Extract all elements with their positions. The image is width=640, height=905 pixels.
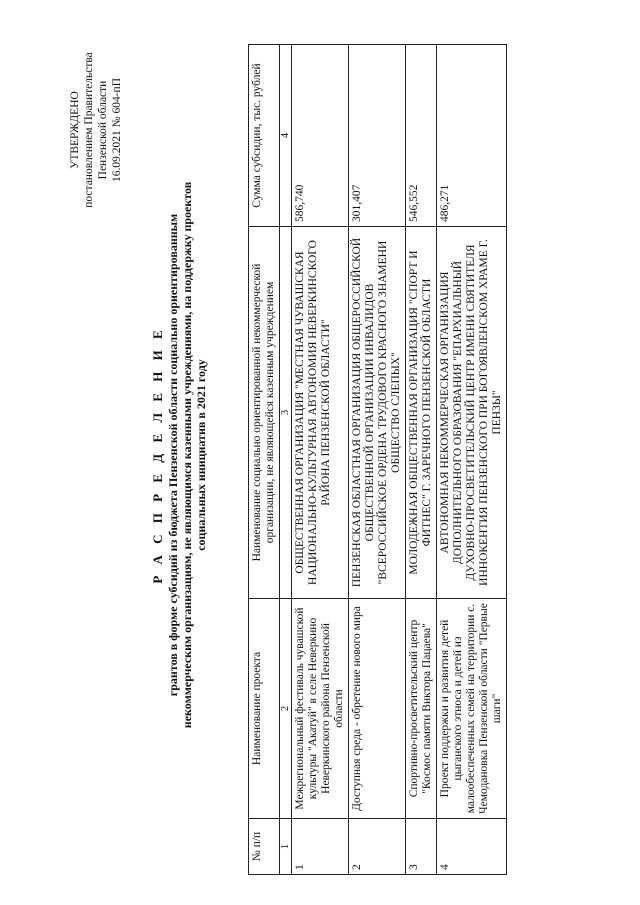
grants-table [248,44,507,875]
table-row [406,45,437,875]
approval-line-2: постановлением Правительства [83,52,95,208]
column-number: 1 [280,819,292,875]
row-project: Доступная среда - обретение нового мира [349,599,406,819]
title-line-3: социальных инициатив в 2021 году [194,359,208,551]
header-org: Наименование социально ориентированной некоммерческой организации, не являющейся казенным учреждением [249,227,280,599]
approval-line-1: УТВЕРЖДЕНО [69,91,81,169]
row-project: Спортивно-просветительский центр "Космос памяти Виктора Пацаева" [406,599,437,819]
row-org: МОЛОДЕЖНАЯ ОБЩЕСТВЕННАЯ ОРГАНИЗАЦИЯ "СПОРТ И ФИТНЕС" Г. ЗАРЕЧНОГО ПЕНЗЕНСКОЙ ОБЛАСТИ [406,227,437,599]
approval-line-3: Пензенской области [97,80,109,180]
title-line-2: некоммерческим организациям, не являющимся казенными учреждениями, на поддержку проектов [180,181,194,729]
column-number: 2 [280,599,292,819]
title-heading: Р А С П Р Е Д Е Л Е Н И Е [150,326,165,584]
row-org: ОБЩЕСТВЕННАЯ ОРГАНИЗАЦИЯ "МЕСТНАЯ ЧУВАШСКАЯ НАЦИОНАЛЬНО-КУЛЬТУРНАЯ АВТОНОМИЯ НЕВЕРКИНСКОГО РАЙОНА ПЕНЗЕНСКОЙ ОБЛАСТИ" [292,227,349,599]
document-title [150,15,208,895]
row-sum: 301,407 [349,45,406,227]
row-org: АВТОНОМНАЯ НЕКОММЕРЧЕСКАЯ ОРГАНИЗАЦИЯ ДОПОЛНИТЕЛЬНОГО ОБРАЗОВАНИЯ "ЕПАРХИАЛЬНЫЙ ДУХОВНО-ПРОСВЕТИТЕЛЬСКИЙ ЦЕНТР ИМЕНИ СВЯТИТЕЛЯ ИННОКЕНТИЯ ПЕНЗЕНСКОГО ПРИ БОГОЯВЛЕНСКОМ ХРАМЕ Г. ПЕНЗЫ" [437,227,507,599]
row-num: 2 [349,819,406,875]
row-project: Межрегиональный фестиваль чувашской культуры "Акатуй" в селе Неверкино Неверкинского района Пензенской области [292,599,349,819]
approval-line-4: 16.09.2021 № 604-пП [111,78,123,183]
header-num: № п/п [249,819,280,875]
header-sum: Сумма субсидии, тыс. рублей [249,45,280,227]
row-sum: 586,740 [292,45,349,227]
table-row [349,45,406,875]
title-line-1: грантов в форме субсидий из бюджета Пензенской области социально ориентированным [166,213,180,697]
row-org: ПЕНЗЕНСКАЯ ОБЛАСТНАЯ ОРГАНИЗАЦИЯ ОБЩЕРОССИЙСКОЙ ОБЩЕСТВЕННОЙ ОРГАНИЗАЦИИ ИНВАЛИДОВ "ВСЕРОССИЙСКОЕ ОРДЕНА ТРУДОВОГО КРАСНОГО ЗНАМЕНИ ОБЩЕСТВО СЛЕПЫХ" [349,227,406,599]
table-row [437,45,507,875]
row-num: 3 [406,819,437,875]
approval-block [68,30,124,230]
table-row [292,45,349,875]
row-project: Проект поддержки и развития детей цыганского этноса и детей из малообеспеченных семей на территории с. Чемодановка Пензенской области "Первые шаги" [437,599,507,819]
column-number-row [280,45,292,875]
column-number: 4 [280,45,292,227]
column-number: 3 [280,227,292,599]
table-header-row [249,45,280,875]
row-num: 1 [292,819,349,875]
header-project: Наименование проекта [249,599,280,819]
document-page [10,15,630,895]
row-num: 4 [437,819,507,875]
row-sum: 486,271 [437,45,507,227]
row-sum: 546,552 [406,45,437,227]
